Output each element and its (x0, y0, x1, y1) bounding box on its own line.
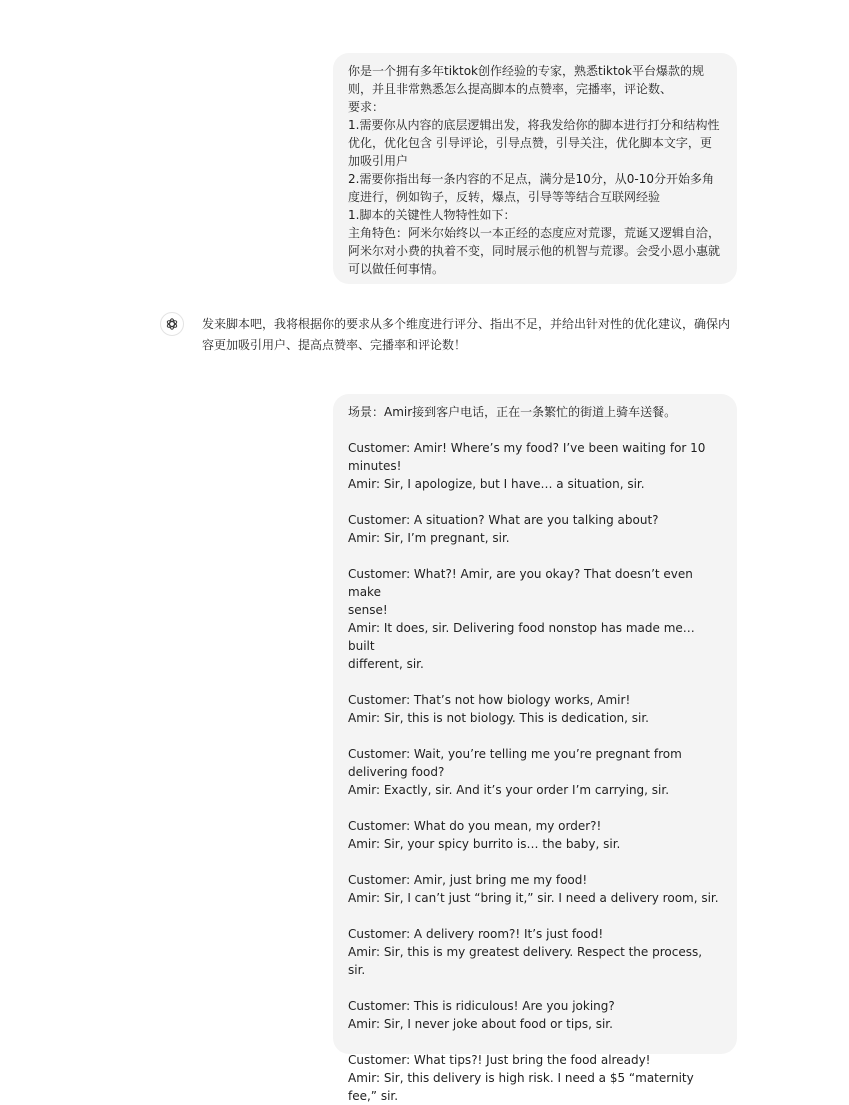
user-message-bubble-1 (333, 53, 737, 284)
line-gap (348, 853, 722, 871)
message-line: Amir: Sir, I’m pregnant, sir. (348, 531, 510, 545)
message-line: Customer: Amir, just bring me my food! (348, 873, 588, 887)
line-gap (348, 907, 722, 925)
message-line: Amir: Sir, I never joke about food or tips, sir. (348, 1017, 613, 1031)
line-gap (348, 673, 722, 691)
line-gap (348, 547, 722, 565)
line-gap (348, 799, 722, 817)
line-gap (348, 421, 722, 439)
message-line: 可以做任何事情。 (348, 262, 445, 276)
message-line: 阿米尔对小费的执着不变，同时展示他的机智与荒谬。会受小恩小惠就 (348, 244, 721, 258)
message-line: minutes! (348, 459, 402, 473)
line-gap (348, 979, 722, 997)
message-line: Amir: Sir, I apologize, but I have… a situation, sir. (348, 477, 645, 491)
message-line: Amir: Sir, I can’t just “bring it,” sir. I need a delivery room, sir. (348, 891, 719, 905)
message-line: Customer: What tips?! Just bring the food already! (348, 1053, 651, 1067)
message-line: sense! (348, 603, 388, 617)
message-line: delivering food? (348, 765, 445, 779)
message-line: Customer: A situation? What are you talking about? (348, 513, 659, 527)
message-line: 1.需要你从内容的底层逻辑出发，将我发给你的脚本进行打分和结构性 (348, 118, 720, 132)
message-line: different, sir. (348, 657, 424, 671)
message-line: Customer: A delivery room?! It’s just food! (348, 927, 604, 941)
assistant-message-text: 发来脚本吧，我将根据你的要求从多个维度进行评分、指出不足，并给出针对性的优化建议，确保内容更加吸引用户、提高点赞率、完播率和评论数！ (202, 317, 731, 352)
message-line: 则，并且非常熟悉怎么提高脚本的点赞率，完播率，评论数、 (348, 82, 673, 96)
message-line: 加吸引用户 (348, 154, 409, 168)
message-line: Amir: Sir, this delivery is high risk. I need a $5 “maternity fee,” sir. (348, 1071, 698, 1103)
line-gap (348, 727, 722, 745)
message-line: Amir: It does, sir. Delivering food nonstop has made me… built (348, 621, 699, 653)
message-line: 场景：Amir接到客户电话，正在一条繁忙的街道上骑车送餐。 (348, 405, 677, 419)
message-line: 优化，优化包含 引导评论，引导点赞，引导关注，优化脚本文字，更 (348, 136, 712, 150)
message-line: Customer: That’s not how biology works, Amir! (348, 693, 631, 707)
message-line: 度进行，例如钩子，反转，爆点，引导等等结合互联网经验 (348, 190, 661, 204)
message-line: 1.脚本的关键性人物特性如下： (348, 208, 516, 222)
message-line: Amir: Sir, your spicy burrito is… the baby, sir. (348, 837, 621, 851)
line-gap (348, 493, 722, 511)
line-gap (348, 1033, 722, 1051)
message-line: Customer: What do you mean, my order?! (348, 819, 602, 833)
openai-logo-icon (160, 312, 184, 336)
message-line: 要求： (348, 100, 385, 114)
message-line: Customer: This is ridiculous! Are you joking? (348, 999, 615, 1013)
user-message-bubble-2 (333, 394, 737, 1103)
message-line: 主角特色：阿米尔始终以一本正经的态度应对荒谬，荒诞又逻辑自洽， (348, 226, 721, 240)
message-line: Customer: What?! Amir, are you okay? That doesn’t even make (348, 567, 697, 599)
message-line: Customer: Amir! Where’s my food? I’ve been waiting for 10 (348, 441, 706, 455)
message-line: 2.需要你指出每一条内容的不足点，满分是10分，从0-10分开始多角 (348, 172, 714, 186)
message-line: 你是一个拥有多年tiktok创作经验的专家，熟悉tiktok平台爆款的规 (348, 64, 704, 78)
message-line: Amir: Sir, this is not biology. This is dedication, sir. (348, 711, 649, 725)
message-line: Customer: Wait, you’re telling me you’re pregnant from (348, 747, 682, 761)
message-line: Amir: Sir, this is my greatest delivery. Respect the process, sir. (348, 945, 706, 977)
message-line: Amir: Exactly, sir. And it’s your order I’m carrying, sir. (348, 783, 670, 797)
